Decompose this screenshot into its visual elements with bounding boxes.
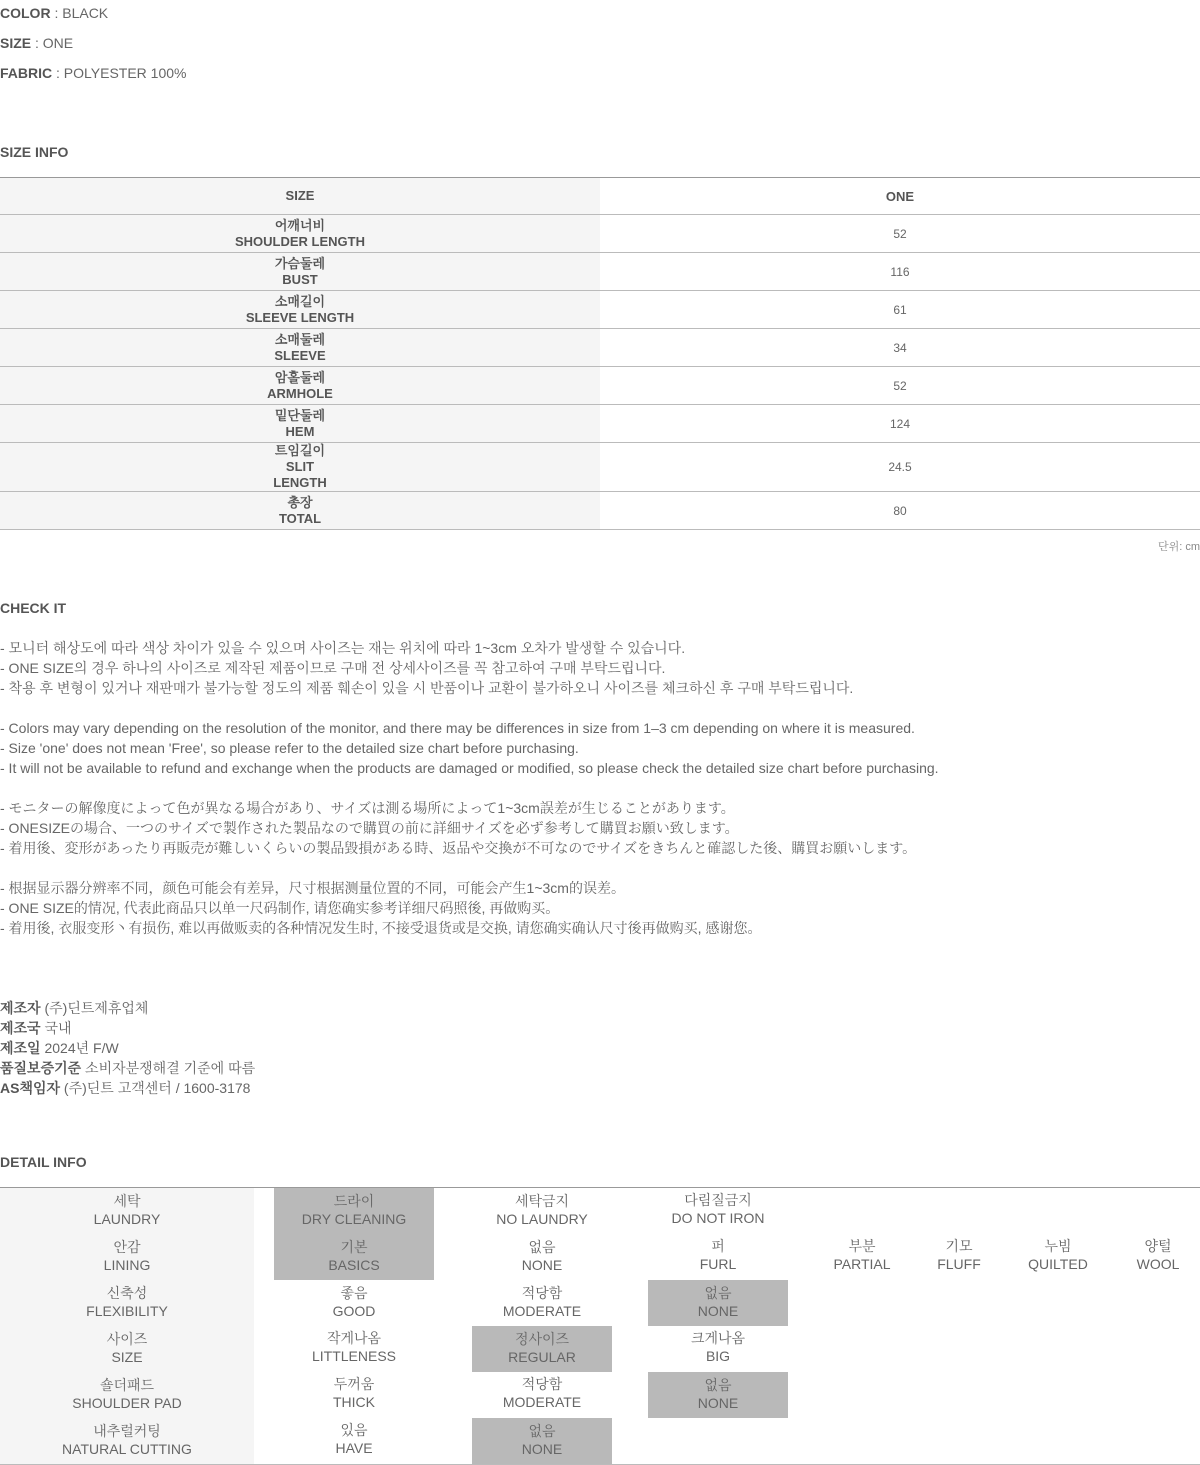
notice-line: - 着用後, 衣服变形丶有损伤, 难以再做贩卖的各种情况发生时, 不接受退货或是交换, 请您确实确认尺寸後再做购买, 感谢您。	[0, 920, 762, 936]
maker-row	[0, 1018, 72, 1038]
spec-value: ONE	[42, 35, 74, 51]
label-en: FLEXIBILITY	[86, 1303, 168, 1319]
size-label-ko: 소매길이	[274, 293, 326, 309]
detail-option-selected	[648, 1280, 788, 1326]
option-en: NONE	[521, 1441, 563, 1457]
notice-line: - Size 'one' does not mean 'Free', so please refer to the detailed size chart before purchasing.	[0, 740, 579, 756]
size-row-label	[0, 329, 600, 367]
detail-option	[274, 1372, 434, 1418]
option-ko: 없음	[704, 1377, 732, 1393]
option-en: MODERATE	[502, 1394, 582, 1410]
option-ko: 크게나옴	[690, 1330, 746, 1346]
option-en: FLUFF	[937, 1256, 981, 1272]
maker-key: 품질보증기준	[0, 1060, 82, 1076]
option-en: LITTLENESS	[311, 1348, 397, 1364]
size-label-en: LENGTH	[273, 475, 327, 490]
detail-option	[1013, 1234, 1103, 1280]
option-en: NO LAUNDRY	[496, 1211, 588, 1227]
notice-line: - ONE SIZE的情况, 代表此商品只以单一尺码制作, 请您确实参考详细尺码照後, 再做购买。	[0, 900, 560, 916]
spec-value: BLACK	[62, 5, 109, 21]
label-ko: 사이즈	[106, 1331, 148, 1347]
option-en: GOOD	[332, 1303, 376, 1319]
size-row-value: 116	[600, 253, 1200, 291]
spec-key: FABRIC	[0, 65, 53, 81]
detail-option	[274, 1326, 434, 1372]
size-row-value: 124	[600, 405, 1200, 443]
option-en: NONE	[697, 1303, 739, 1319]
spec-key: SIZE	[0, 35, 32, 51]
notice-line: - 着用後、変形があったり再販売が難しいくらいの製品毀損がある時、返品や交換が不可なのでサイズをきちんと確認した後、購買お願いします。	[0, 840, 917, 856]
size-row-value: 80	[600, 492, 1200, 530]
table-row	[0, 253, 1200, 291]
size-row-label	[0, 253, 600, 291]
size-label-en: ARMHOLE	[267, 385, 333, 401]
detail-row-label	[0, 1188, 254, 1234]
maker-value: 국내	[44, 1020, 72, 1036]
size-row-label	[0, 215, 600, 253]
option-en: QUILTED	[1028, 1256, 1088, 1272]
size-label-en: BUST	[282, 271, 318, 287]
notice-line: - ONE SIZE의 경우 하나의 사이즈로 제작된 제품이므로 구매 전 상세사이즈를 꼭 참고하여 구매 부탁드립니다.	[0, 660, 666, 676]
size-label-ko: 밑단둘레	[274, 407, 326, 423]
maker-key: 제조국	[0, 1020, 41, 1036]
detail-row-label	[0, 1418, 254, 1464]
notice-line: - 모니터 해상도에 따라 색상 차이가 있을 수 있으며 사이즈는 재는 위치에 따라 1~3cm 오차가 발생할 수 있습니다.	[0, 640, 686, 656]
spec-key: COLOR	[0, 5, 51, 21]
option-en: REGULAR	[508, 1349, 576, 1365]
label-ko: 숄더패드	[99, 1377, 155, 1393]
size-header-label: SIZE	[0, 178, 600, 215]
size-label-en: SLEEVE	[274, 347, 326, 363]
table-row	[0, 443, 1200, 492]
size-row-label	[0, 367, 600, 405]
size-row-value: 34	[600, 329, 1200, 367]
notice-line: - モニターの解像度によって色が異なる場合があり、サイズは測る場所によって1~3cm誤差が生じることがあります。	[0, 800, 735, 816]
size-label-en: SHOULDER LENGTH	[235, 233, 365, 249]
label-en: SIZE	[111, 1349, 143, 1365]
size-row-value: 52	[600, 215, 1200, 253]
detail-option	[472, 1280, 612, 1326]
option-ko: 작게나옴	[326, 1330, 382, 1346]
maker-value: (주)딘트제휴업체	[44, 1000, 149, 1016]
option-ko: 정사이즈	[514, 1331, 570, 1347]
maker-row	[0, 1058, 255, 1078]
size-label-en: SLIT	[285, 459, 315, 474]
check-it-title: CHECK IT	[0, 600, 67, 616]
detail-option-selected	[274, 1234, 434, 1280]
notice-line: - ONESIZEの場合、一つのサイズで製作された製品なので購買の前に詳細サイズを必ず参考して購買お願い致します。	[0, 820, 739, 836]
size-row-value: 61	[600, 291, 1200, 329]
label-en: NATURAL CUTTING	[62, 1441, 192, 1457]
label-en: SHOULDER PAD	[72, 1395, 182, 1411]
option-ko: 양털	[1144, 1238, 1172, 1254]
label-ko: 내추럴커팅	[93, 1423, 161, 1439]
detail-option	[812, 1234, 912, 1280]
detail-row-label	[0, 1280, 254, 1326]
option-en: NONE	[697, 1395, 739, 1411]
size-label-en: HEM	[285, 423, 315, 439]
detail-option-selected	[274, 1188, 434, 1234]
option-en: FURL	[699, 1256, 737, 1272]
label-ko: 세탁	[113, 1193, 141, 1209]
notice-line: - 착용 후 변형이 있거나 재판매가 불가능할 정도의 제품 훼손이 있을 시 반품이나 교환이 불가하오니 사이즈를 체크하신 후 구매 부탁드립니다.	[0, 680, 854, 696]
size-row-label	[0, 443, 600, 492]
notice-line: - 根据显示器分辨率不同，颜色可能会有差异，尺寸根据测量位置的不同，可能会产生1~3cm的误差。	[0, 880, 625, 896]
option-ko: 없음	[528, 1423, 556, 1439]
size-label-ko: 총장	[287, 494, 313, 510]
detail-option	[1122, 1234, 1194, 1280]
table-row	[0, 291, 1200, 329]
spec-fabric: FABRIC : POLYESTER 100%	[0, 65, 187, 81]
spec-size: SIZE : ONE	[0, 35, 74, 51]
size-table-header	[0, 178, 1200, 215]
size-label-ko: 암홀둘레	[274, 369, 326, 385]
size-label-ko: 소매둘레	[274, 331, 326, 347]
detail-row-label	[0, 1326, 254, 1372]
label-ko: 안감	[113, 1239, 141, 1255]
size-label-en: SLEEVE LENGTH	[245, 309, 355, 325]
option-ko: 적당함	[521, 1376, 563, 1392]
detail-row-label	[0, 1372, 254, 1418]
maker-key: 제조자	[0, 1000, 41, 1016]
maker-row	[0, 998, 148, 1018]
spec-value: POLYESTER 100%	[63, 65, 187, 81]
notice-line: - Colors may vary depending on the resolution of the monitor, and there may be differences in size from 1–3 cm depending on where it is measured.	[0, 720, 915, 736]
option-en: MODERATE	[502, 1303, 582, 1319]
spec-color: COLOR : BLACK	[0, 5, 109, 21]
detail-option	[472, 1234, 612, 1280]
size-row-label	[0, 405, 600, 443]
detail-option	[648, 1188, 788, 1234]
size-row-label	[0, 291, 600, 329]
option-en: DRY CLEANING	[301, 1211, 407, 1227]
option-en: NONE	[521, 1257, 563, 1273]
option-en: HAVE	[335, 1440, 373, 1456]
option-ko: 퍼	[711, 1238, 725, 1254]
table-row	[0, 492, 1200, 530]
detail-option	[274, 1418, 434, 1464]
option-ko: 다림질금지	[684, 1192, 752, 1208]
detail-option	[472, 1372, 612, 1418]
size-row-value: 52	[600, 367, 1200, 405]
size-header-value: ONE	[600, 178, 1200, 215]
detail-option	[919, 1234, 999, 1280]
detail-option	[472, 1188, 612, 1234]
option-ko: 없음	[704, 1285, 732, 1301]
label-en: LAUNDRY	[93, 1211, 161, 1227]
size-unit-note: 단위: cm	[1157, 541, 1200, 553]
maker-key: AS책임자	[0, 1080, 61, 1096]
maker-value: 소비자분쟁해결 기준에 따름	[85, 1060, 256, 1076]
option-ko: 부분	[848, 1238, 876, 1254]
option-ko: 드라이	[333, 1193, 375, 1209]
size-table	[0, 177, 1200, 530]
detail-option-selected	[648, 1372, 788, 1418]
option-ko: 있음	[340, 1422, 368, 1438]
size-row-label	[0, 492, 600, 530]
table-row	[0, 367, 1200, 405]
option-ko: 적당함	[521, 1285, 563, 1301]
table-row	[0, 215, 1200, 253]
detail-info-title: DETAIL INFO	[0, 1154, 87, 1170]
detail-option	[274, 1280, 434, 1326]
detail-option	[648, 1234, 788, 1280]
maker-row	[0, 1038, 119, 1058]
size-label-en: TOTAL	[278, 510, 322, 526]
size-info-title: SIZE INFO	[0, 144, 69, 160]
option-en: DO NOT IRON	[671, 1210, 765, 1226]
option-ko: 세탁금지	[514, 1193, 570, 1209]
label-en: LINING	[103, 1257, 151, 1273]
detail-option-selected	[472, 1326, 612, 1372]
size-row-value: 24.5	[600, 443, 1200, 492]
maker-key: 제조일	[0, 1040, 41, 1056]
size-label-ko: 어깨너비	[274, 217, 326, 233]
notice-line: - It will not be available to refund and exchange when the products are damaged or modified, so please check the detailed size chart before purchasing.	[0, 760, 939, 776]
detail-row-label	[0, 1234, 254, 1280]
size-label-ko: 트임길이	[274, 443, 326, 458]
option-ko: 두꺼움	[333, 1376, 375, 1392]
label-ko: 신축성	[106, 1285, 148, 1301]
maker-value: 2024년 F/W	[44, 1040, 119, 1056]
option-en: THICK	[333, 1394, 375, 1410]
option-en: BIG	[705, 1348, 731, 1364]
detail-option	[648, 1326, 788, 1372]
option-ko: 기모	[945, 1238, 973, 1254]
maker-value: (주)딘트 고객센터 / 1600-3178	[63, 1080, 251, 1096]
option-en: BASICS	[328, 1257, 380, 1273]
detail-option-selected	[472, 1418, 612, 1464]
option-ko: 없음	[528, 1239, 556, 1255]
option-en: PARTIAL	[833, 1256, 891, 1272]
size-label-ko: 가슴둘레	[274, 255, 326, 271]
option-ko: 누빔	[1044, 1238, 1072, 1254]
option-ko: 기본	[340, 1239, 368, 1255]
maker-row	[0, 1078, 250, 1098]
table-row	[0, 405, 1200, 443]
option-en: WOOL	[1136, 1256, 1180, 1272]
option-ko: 좋음	[340, 1285, 368, 1301]
table-row	[0, 329, 1200, 367]
